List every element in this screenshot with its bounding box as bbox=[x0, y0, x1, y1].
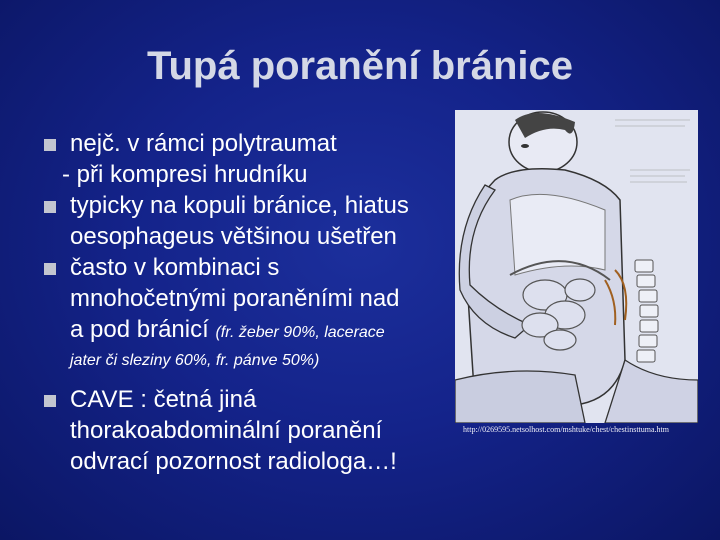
bullet-text: typicky na kopuli bránice, hiatus bbox=[70, 192, 409, 219]
bullet-text: oesophageus většinou ušetřen bbox=[70, 223, 397, 250]
slide-title: Tupá poranění bránice bbox=[147, 44, 573, 88]
bullet-text: CAVE : četná jiná bbox=[70, 386, 257, 413]
bullet-item bbox=[40, 128, 470, 159]
bullet-note: (fr. žeber 90%, lacerace bbox=[215, 324, 385, 341]
bullet-item bbox=[40, 252, 470, 348]
bullet-square-icon bbox=[44, 139, 56, 151]
bullet-note-cont: jater či sleziny 60%, fr. pánve 50%) bbox=[70, 352, 320, 369]
bullet-square-icon bbox=[44, 395, 56, 407]
bullet-item bbox=[40, 190, 470, 252]
sub-item: - při kompresi hrudníku bbox=[62, 161, 308, 188]
bullet-text: odvrací pozornost radiologa…! bbox=[70, 448, 397, 475]
bullet-item bbox=[40, 384, 470, 477]
bullet-text: nejč. v rámci polytraumat bbox=[70, 130, 337, 157]
bullet-text: mnohočetnými poraněními nad bbox=[70, 285, 400, 312]
bullet-list bbox=[40, 128, 470, 477]
bullet-text: a pod bránicí bbox=[70, 316, 209, 343]
bullet-square-icon bbox=[44, 263, 56, 275]
anatomy-illustration bbox=[455, 110, 698, 423]
bullet-text: často v kombinaci s bbox=[70, 254, 280, 281]
bullet-text: thorakoabdominální poranění bbox=[70, 417, 383, 444]
figure-source-url[interactable]: http://0269595.netsolhost.com/mshtuke/chest/chestinsttuma.htm bbox=[463, 425, 669, 434]
bullet-square-icon bbox=[44, 201, 56, 213]
